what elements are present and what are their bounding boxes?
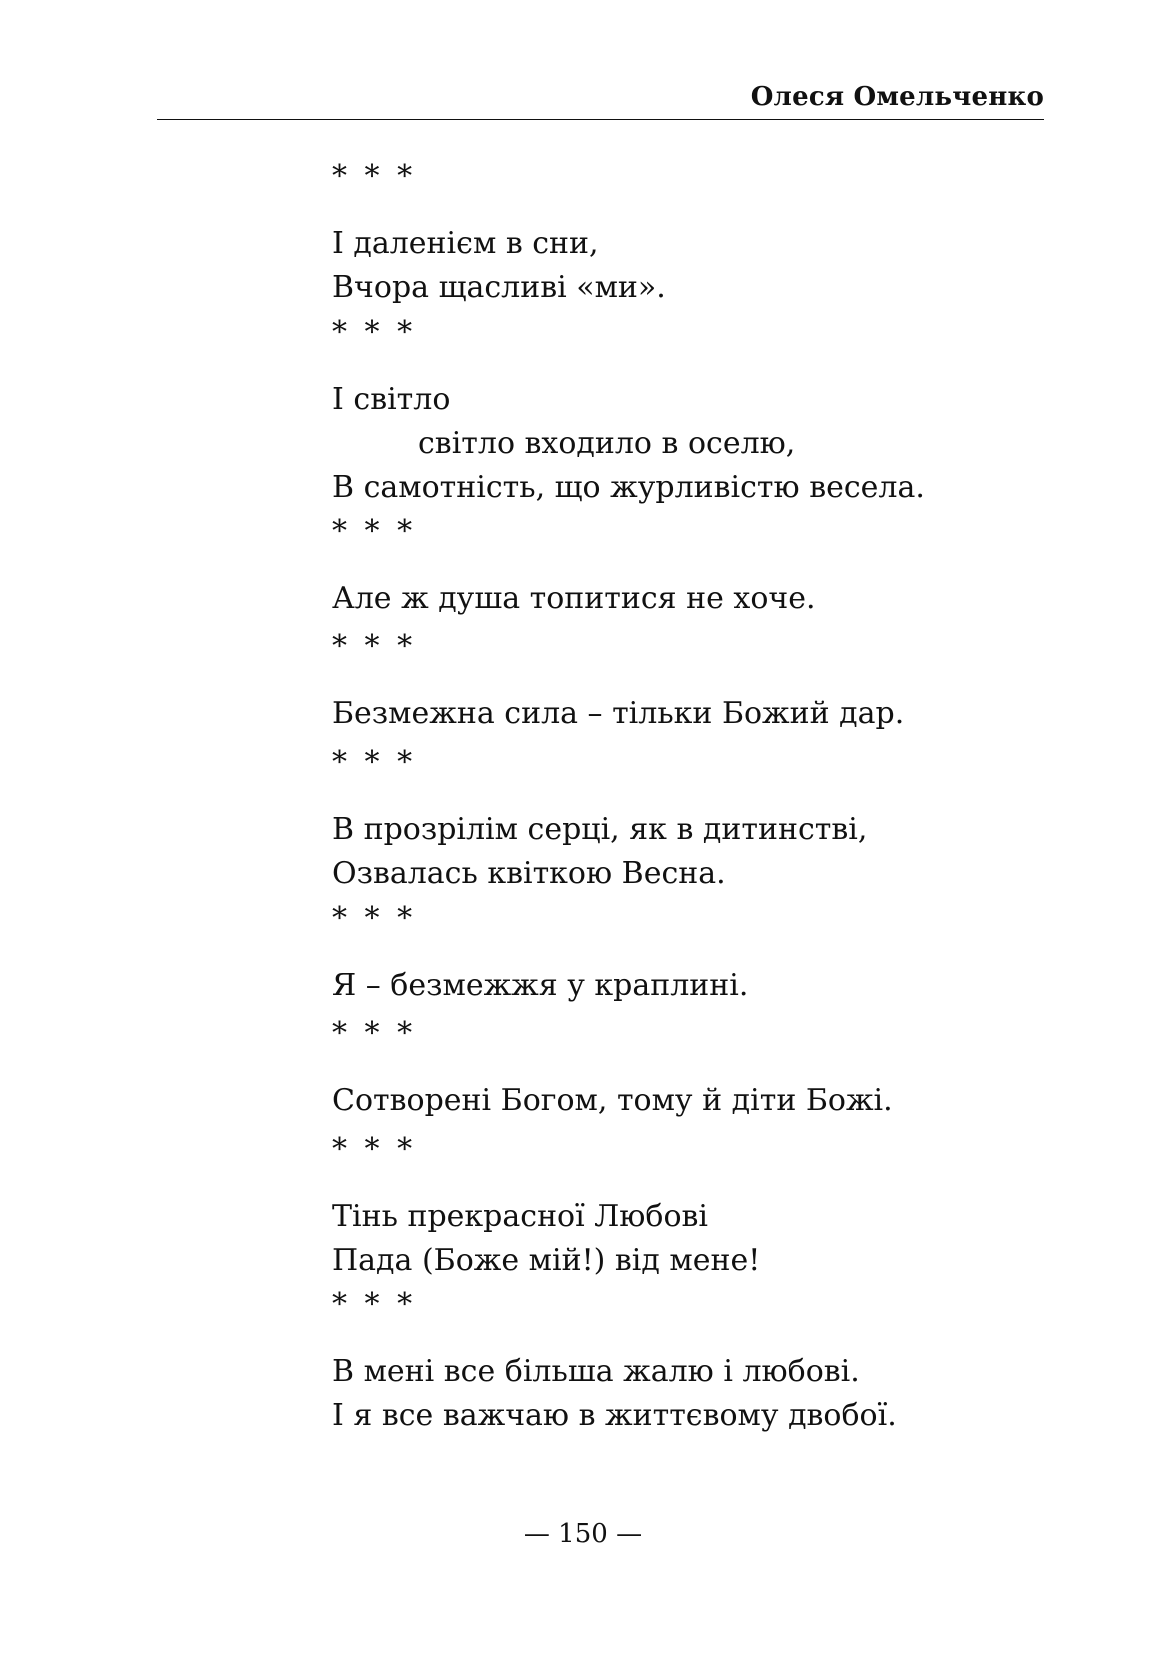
- section-separator: * * *: [332, 629, 417, 664]
- poem-line: В прозрілім серці, як в дитинстві,: [332, 812, 868, 847]
- section-separator: * * *: [332, 901, 417, 936]
- poem-line: І світло: [332, 382, 451, 417]
- section-separator: * * *: [332, 315, 417, 350]
- poem-line: Тінь прекрасної Любові: [332, 1199, 709, 1234]
- poem-line: В мені все більша жалю і любові.: [332, 1354, 860, 1389]
- poem-line: І я все важчаю в життєвому двобої.: [332, 1398, 897, 1433]
- poem-line: Я – безмежжя у краплині.: [332, 968, 749, 1003]
- poem-line: Сотворені Богом, тому й діти Божі.: [332, 1083, 893, 1118]
- poem-fragment-4: [332, 630, 1052, 736]
- page-number: — 150 —: [523, 1519, 643, 1549]
- poem-fragment-7: [332, 1017, 1052, 1123]
- section-separator: * * *: [332, 159, 417, 194]
- poem-line: Озвалась квіткою Весна.: [332, 856, 726, 891]
- poem-line: В самотність, що журливістю весела.: [332, 470, 925, 505]
- section-separator: * * *: [332, 1132, 417, 1167]
- poem-fragment-3: [332, 515, 1052, 621]
- poem-fragment-2: [332, 316, 1052, 510]
- poem-line: Пада (Боже мій!) від мене!: [332, 1243, 761, 1278]
- author-name: Олеся Омельченко: [750, 82, 1044, 112]
- section-separator: * * *: [332, 1287, 417, 1322]
- running-header: [157, 82, 1044, 120]
- poem-fragment-6: [332, 902, 1052, 1008]
- poem-line: І даленієм в сни,: [332, 226, 599, 261]
- poem-fragment-5: [332, 746, 1052, 896]
- poem-line: Безмежна сила – тільки Божий дар.: [332, 696, 905, 731]
- poem-line-indented: світло входило в оселю,: [418, 426, 796, 461]
- poem-fragment-1: [332, 160, 1052, 310]
- poem-fragment-9: [332, 1288, 1052, 1438]
- poem-line: Вчора щасливі «ми».: [332, 270, 666, 305]
- section-separator: * * *: [332, 514, 417, 549]
- section-separator: * * *: [332, 1016, 417, 1051]
- poem-line: Але ж душа топитися не хоче.: [332, 581, 816, 616]
- section-separator: * * *: [332, 745, 417, 780]
- poem-fragment-8: [332, 1133, 1052, 1283]
